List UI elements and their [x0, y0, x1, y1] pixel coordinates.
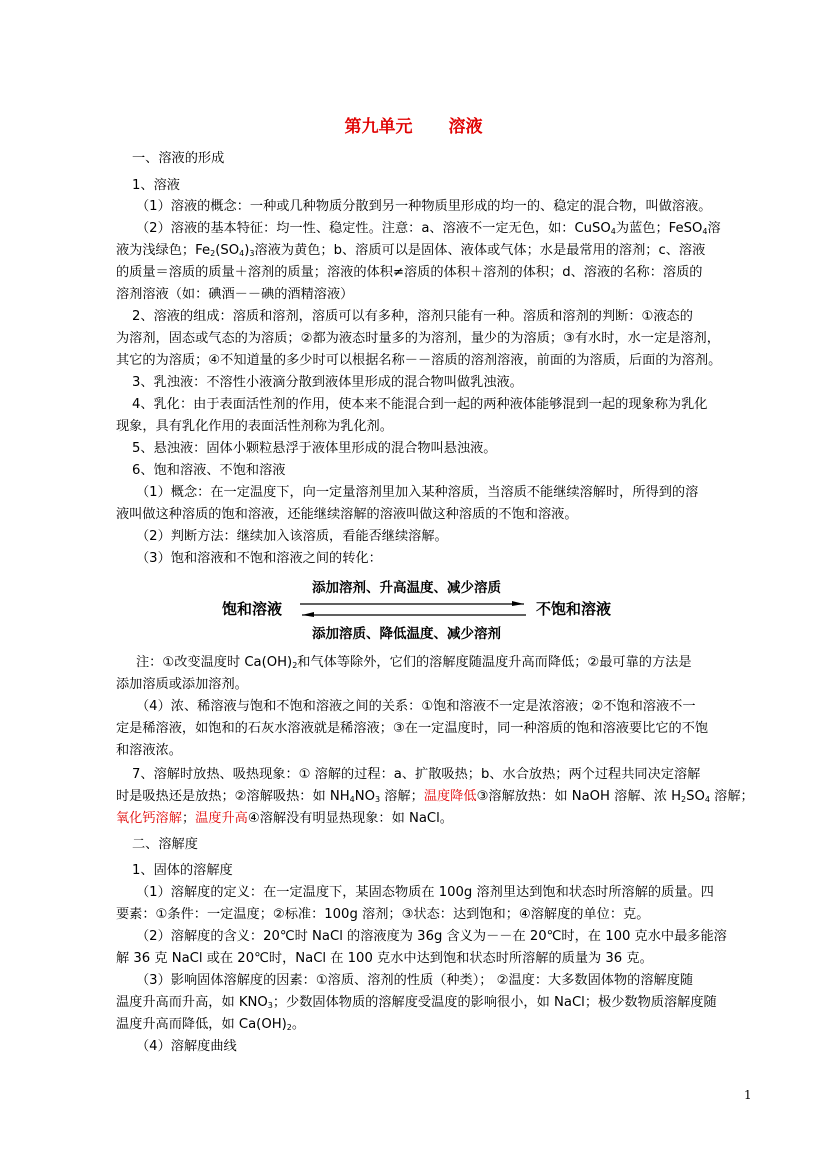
paragraph-emulsification-line1: 4、乳化：由于表面活性剂的作用，使本来不能混合到一起的两种液体能够混到一起的现象称为乳化	[132, 397, 708, 412]
paragraph-saturated-concept-line1: （1）概念：在一定温度下，向一定量溶剂里加入某种溶质，当溶质不能继续溶解时，所得到的溶	[136, 485, 699, 500]
title-unit: 第九单元	[344, 117, 413, 137]
paragraph-solubility-meaning-line2: 解 36 克 NaCl 或在 20℃时，NaCl 在 100 克水中达到饱和状态时所溶解的质量为 36 克。	[116, 951, 653, 966]
paragraph-factors-line3: 温度升高而降低，如 $Ca(OH)_2$。	[116, 1017, 306, 1032]
paragraph-composition-line3: 其它的为溶质；④不知道量的多少时可以根据名称－－溶质的溶剂溶液，前面的为溶质，后面的为溶剂。	[116, 353, 722, 368]
paragraph-solution-concept: （1）溶液的概念：一种或几种物质分散到另一种物质里形成的均一的、稳定的混合物，叫做溶液。	[136, 199, 712, 214]
paragraph-relation-line2: 定是稀溶液，如饱和的石灰水溶液就是稀溶液；③在一定温度时，同一种溶质的饱和溶液要比它的不饱	[116, 721, 709, 736]
paragraph-suspension: 5、悬浊液：固体小颗粒悬浮于液体里形成的混合物叫悬浊液。	[132, 441, 497, 456]
paragraph-solubility-meaning-line1: （2）溶解度的含义：20℃时 NaCl 的溶液度为 36g 含义为－－在 20℃时，在 100 克水中最多能溶	[136, 929, 727, 944]
highlight-temp-decrease: 温度降低	[423, 789, 477, 804]
paragraph-heat-line3: 氧化钙溶解；温度升高④溶解没有明显热现象：如 NaCl。	[116, 811, 453, 826]
paragraph-heat-line1: 7、溶解时放热、吸热现象：① 溶解的过程：a、扩散吸热；b、水合放热；两个过程共同决定溶解	[132, 767, 701, 782]
paragraph-factors-line1: （3）影响固体溶解度的因素：①溶质、溶剂的性质（种类）； ②温度：大多数固体物的溶解度随	[136, 973, 694, 988]
paragraph-composition-line2: 为溶剂，固态或气态的为溶质；②都为液态时量多的为溶剂，量少的为溶质；③有水时，水一定是溶剂，	[116, 331, 720, 346]
paragraph-solubility-definition-line1: （1）溶解度的定义：在一定温度下，某固态物质在 100g 溶剂里达到饱和状态时所溶解的质量。四	[136, 885, 714, 900]
subheading-solution: 1、溶液	[132, 178, 180, 193]
title-topic: 溶液	[448, 117, 483, 137]
diagram-arrows	[296, 598, 530, 620]
paragraph-features-line2: 液为浅绿色；$Fe_2(SO_4)_3$溶液为黄色；b、溶质可以是固体、液体或气体；水是最常用的溶剂；c、溶液	[116, 243, 706, 258]
diagram-top-condition: 添加溶剂、升高温度、减少溶质	[312, 580, 501, 596]
paragraph-emulsion: 3、乳浊液：不溶性小液滴分散到液体里形成的混合物叫做乳浊液。	[132, 375, 523, 390]
paragraph-solubility-definition-line2: 要素：①条件：一定温度；②标准：100g 溶剂；③状态：达到饱和；④溶解度的单位：克。	[116, 907, 650, 922]
paragraph-conversion-intro: （3）饱和溶液和不饱和溶液之间的转化：	[136, 551, 382, 566]
paragraph-relation-line3: 和溶液浓。	[116, 743, 182, 758]
page-number: 1	[744, 1088, 752, 1102]
paragraph-emulsification-line2: 现象，具有乳化作用的表面活性剂称为乳化剂。	[116, 419, 393, 434]
paragraph-heat-line2: 时是吸热还是放热；②溶解吸热：如 $NH_4NO_3$ 溶解；温度降低③溶解放热：如 NaOH 溶解、浓 $H_2SO_4$ 溶解；	[116, 789, 754, 804]
paragraph-relation-line1: （4）浓、稀溶液与饱和不饱和溶液之间的关系：①饱和溶液不一定是浓溶液；②不饱和溶液不一	[136, 699, 696, 714]
section-heading-2: 二、溶解度	[132, 837, 198, 852]
diagram-right-unsaturated: 不饱和溶液	[536, 600, 612, 618]
paragraph-composition-line1: 2、溶液的组成：溶质和溶剂，溶质可以有多种，溶剂只能有一种。溶质和溶剂的判断：①液态的	[132, 309, 693, 324]
subheading-solid-solubility: 1、固体的溶解度	[132, 863, 233, 878]
highlight-temp-increase: 温度升高	[195, 811, 248, 826]
diagram-left-saturated: 饱和溶液	[222, 600, 283, 618]
subheading-saturated: 6、饱和溶液、不饱和溶液	[132, 463, 286, 478]
paragraph-saturated-concept-line2: 液叫做这种溶质的饱和溶液，还能继续溶解的溶液叫做这种溶质的不饱和溶液。	[116, 507, 578, 522]
paragraph-features-line1: （2）溶液的基本特征：均一性、稳定性。注意：a、溶液不一定无色，如：CuSO$_4$为蓝色；FeSO$_4$溶	[136, 221, 721, 236]
paragraph-solubility-curve: （4）溶解度曲线	[136, 1039, 237, 1054]
paragraph-features-line4: 溶剂溶液（如：碘酒－－碘的酒精溶液）	[116, 287, 354, 302]
paragraph-note-line2: 添加溶质或添加溶剂。	[116, 677, 248, 692]
paragraph-factors-line2: 温度升高而升高，如 $KNO_3$；少数固体物质的溶解度受温度的影响很小，如 NaCl；极少数物质溶解度随	[116, 995, 717, 1010]
diagram-bottom-condition: 添加溶质、降低温度、减少溶剂	[312, 626, 501, 642]
paragraph-features-line3: 的质量＝溶质的质量＋溶剂的质量；溶液的体积≠溶质的体积＋溶剂的体积；d、溶液的名称：溶质的	[116, 265, 703, 280]
section-heading-1: 一、溶液的形成	[132, 151, 225, 166]
paragraph-judgment-method: （2）判断方法：继续加入该溶质，看能否继续溶解。	[136, 529, 448, 544]
paragraph-note-line1: 注：①改变温度时 $Ca(OH)_2$和气体等除外，它们的溶解度随温度升高而降低；②最可靠的方法是	[136, 655, 692, 670]
page-title	[0, 112, 827, 137]
highlight-calcium-oxide: 氧化钙溶解	[116, 811, 182, 826]
